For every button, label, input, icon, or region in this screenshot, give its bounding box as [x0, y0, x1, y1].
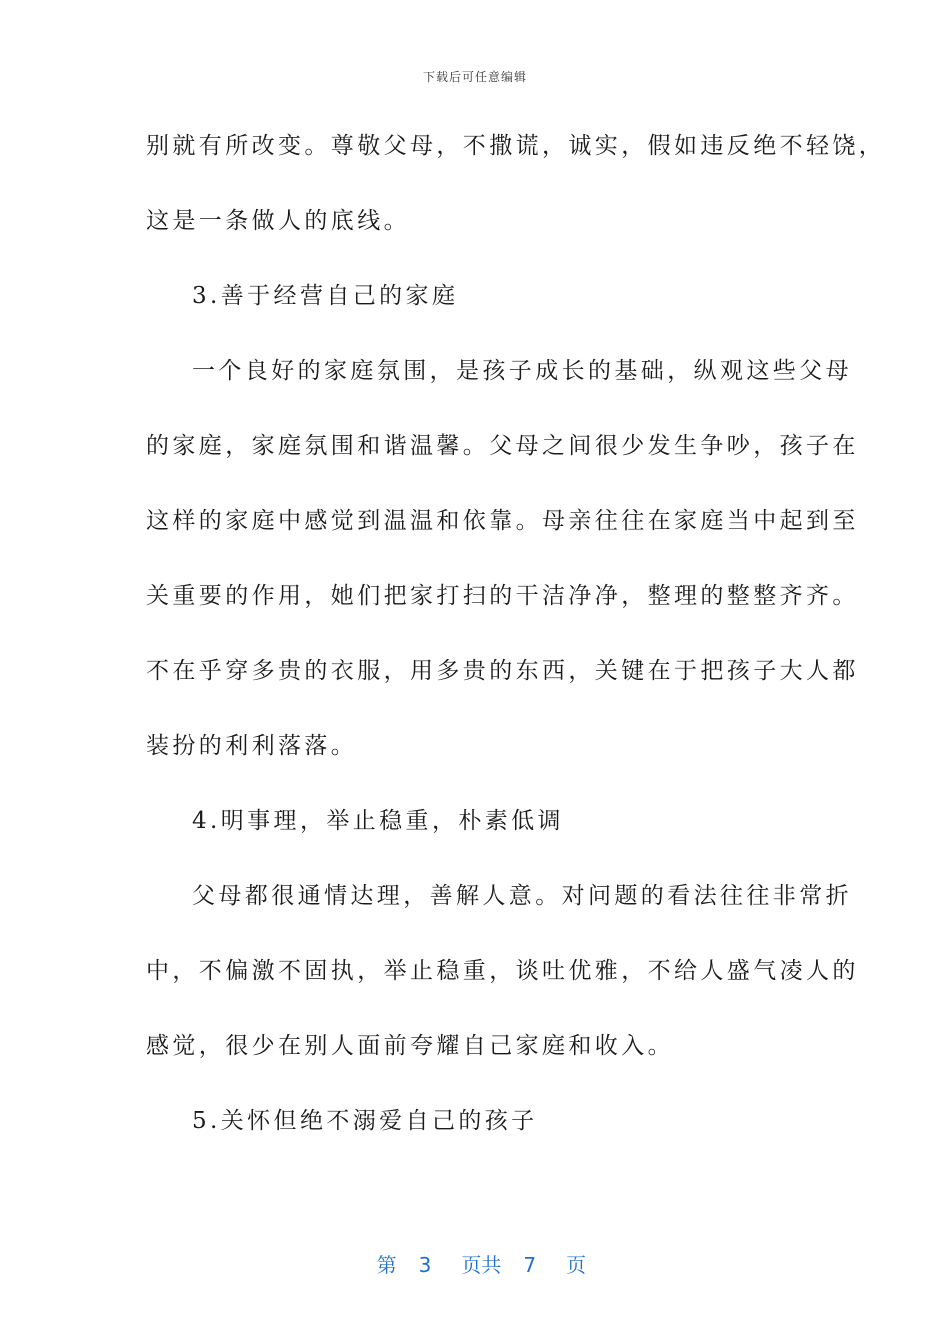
section-heading: 4.明事理，举止稳重，朴素低调: [192, 808, 564, 834]
paragraph-line: 中，不偏激不固执，举止稳重，谈吐优雅，不给人盛气凌人的: [146, 958, 859, 984]
paragraph-line: 父母都很通情达理，善解人意。对问题的看法往往非常折: [192, 883, 852, 909]
paragraph-line: 一个良好的家庭氛围，是孩子成长的基础，纵观这些父母: [192, 358, 852, 384]
paragraph-line: 别就有所改变。尊敬父母，不撒谎，诚实，假如违反绝不轻饶，: [146, 133, 886, 159]
paragraph-line: 感觉，很少在别人面前夸耀自己家庭和收入。: [146, 1033, 674, 1059]
paragraph-line: 这样的家庭中感觉到温温和依靠。母亲往往在家庭当中起到至: [146, 508, 859, 534]
paragraph-line: 装扮的利利落落。: [146, 733, 358, 759]
paragraph-line: 关重要的作用，她们把家打扫的干洁净净，整理的整整齐齐。: [146, 583, 859, 609]
footer-middle: 页共: [461, 1253, 502, 1277]
page-footer: [0, 1225, 950, 1278]
footer-prefix: 第: [376, 1253, 397, 1277]
paragraph-line: 这是一条做人的底线。: [146, 208, 410, 234]
document-body: [146, 120, 886, 1170]
section-heading: 3.善于经营自己的家庭: [192, 283, 459, 309]
paragraph-line: 的家庭，家庭氛围和谐温馨。父母之间很少发生争吵，孩子在: [146, 433, 859, 459]
footer-total-pages: 7: [523, 1253, 537, 1277]
page-header-note: 下载后可任意编辑: [422, 70, 527, 84]
footer-current-page: 3: [418, 1253, 432, 1277]
section-heading: 5.关怀但绝不溺爱自己的孩子: [192, 1108, 538, 1134]
footer-suffix: 页: [566, 1253, 587, 1277]
paragraph-line: 不在乎穿多贵的衣服，用多贵的东西，关键在于把孩子大人都: [146, 658, 859, 684]
